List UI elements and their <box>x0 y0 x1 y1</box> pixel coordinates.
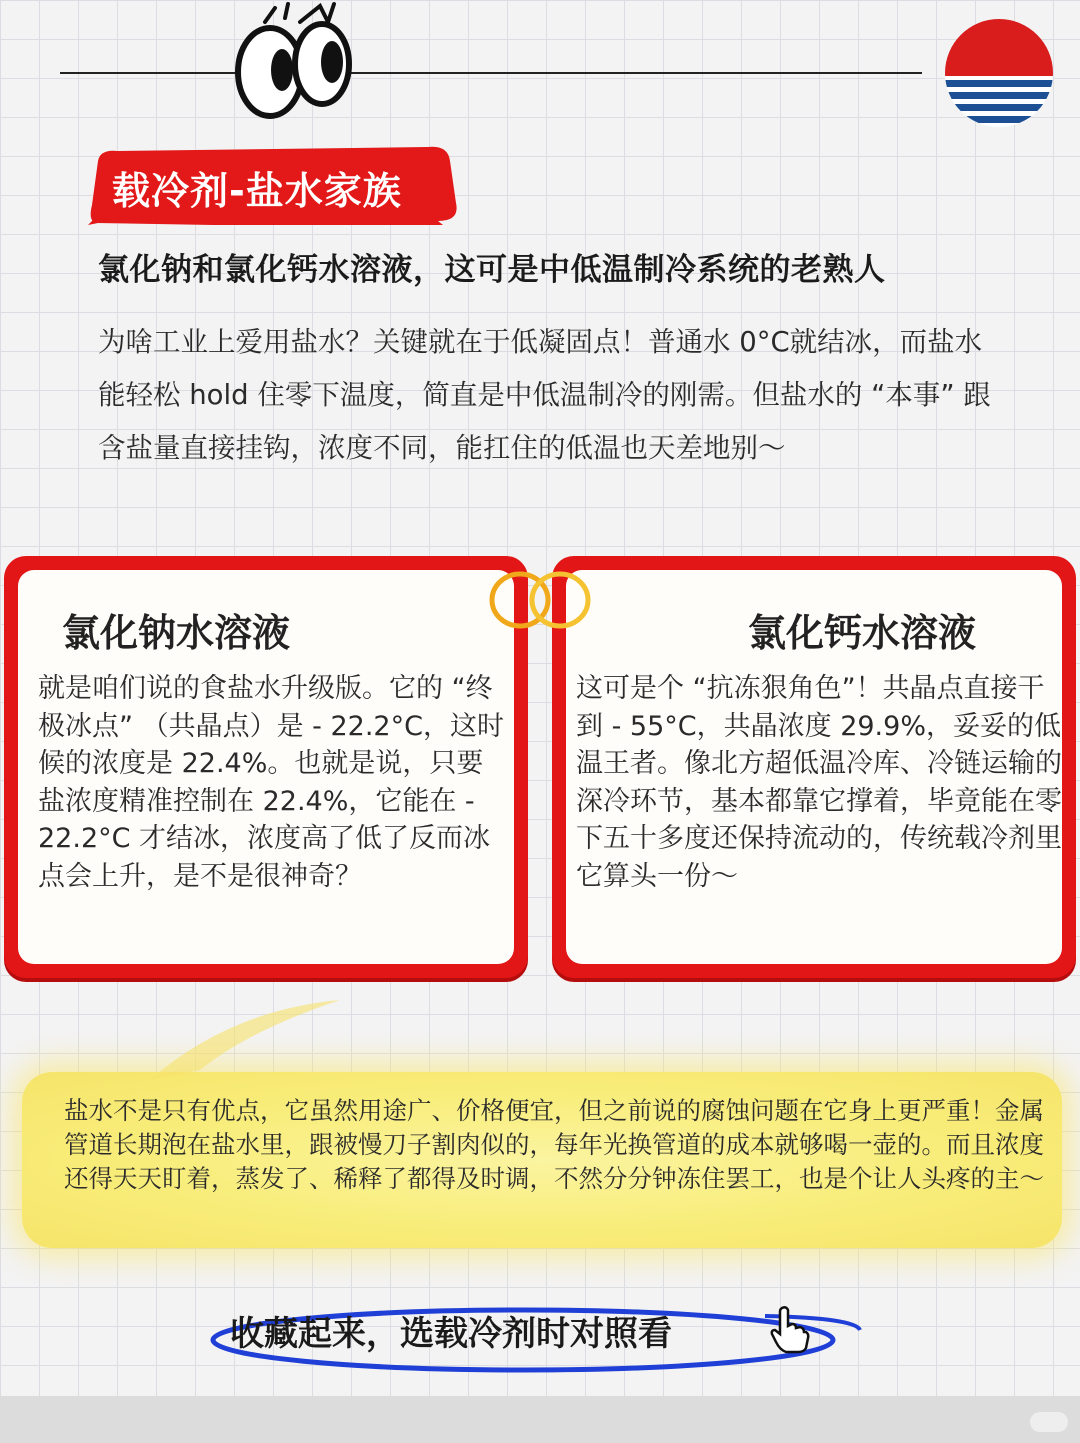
header-divider <box>60 72 922 74</box>
warning-note-text: 盐水不是只有优点，它虽然用途广、价格便宜，但之前说的腐蚀问题在它身上更严重！金属管道长期泡在盐水里，跟被慢刀子割肉似的，每年光换管道的成本就够喝一壶的。而且浓度还得天天盯着，蒸发了、稀释了都得及时调，不然分分钟冻住罢工，也是个让人头疼的主～ <box>64 1096 1044 1193</box>
cartoon-eyes-icon <box>230 0 360 125</box>
nacl-card-title: 氯化钠水溶液 <box>62 611 291 655</box>
footer-band <box>0 1396 1080 1443</box>
logo-icon <box>944 18 1054 128</box>
nacl-card-body: 就是咱们说的食盐水升级版。它的 “终极冰点” （共晶点）是 - 22.2°C，这时候的浓度是 22.4%。也就是说，只要盐浓度精准控制在 22.4%，它能在 - 22.2°C 才结冰，浓度高了低了反而冰点会上升，是不是很神奇？ <box>38 673 504 892</box>
cta-text: 收藏起来，选载冷剂时对照看 <box>230 1314 672 1354</box>
cacl2-card <box>552 556 1076 978</box>
note-pointer <box>90 990 350 1100</box>
corner-badge <box>1030 1412 1068 1432</box>
subtitle: 氯化钠和氯化钙水溶液，这可是中低温制冷系统的老熟人 <box>98 252 886 288</box>
intro-paragraph: 为啥工业上爱用盐水？关键就在于低凝固点！普通水 0°C就结冰，而盐水能轻松 hold 住零下温度，简直是中低温制冷的刚需。但盐水的 “本事” 跟含盐量直接挂钩，浓度不同，能扛住的低温也天差地别～ <box>98 326 991 464</box>
pointing-hand-icon <box>768 1304 810 1354</box>
nacl-card <box>4 556 528 978</box>
connector-rings-icon <box>480 560 600 640</box>
section-tag: 载冷剂-盐水家族 <box>112 169 402 213</box>
cacl2-card-body: 这可是个 “抗冻狠角色”！共晶点直接干到 - 55°C，共晶浓度 29.9%，妥妥的低温王者。像北方超低温冷库、冷链运输的深冷环节，基本都靠它撑着，毕竟能在零下五十多度还保持流动的，传统载冷剂里它算头一份～ <box>576 673 1062 892</box>
cacl2-card-title: 氯化钙水溶液 <box>748 611 977 655</box>
